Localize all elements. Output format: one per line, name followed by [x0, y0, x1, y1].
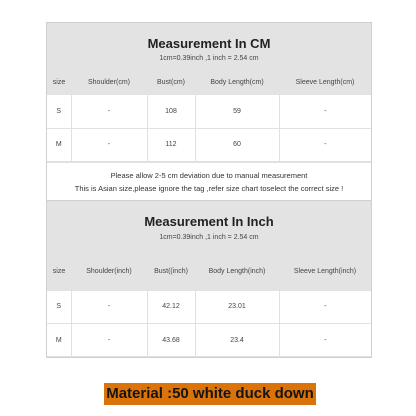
cm-section: [46, 22, 372, 358]
size-cell: S: [47, 95, 71, 128]
table-row: [47, 291, 371, 324]
cm-subtitle: 1cm=0.39inch ,1 inch = 2.54 cm: [159, 55, 259, 62]
table-row: [47, 95, 371, 128]
shoulder-cell: -: [71, 95, 147, 128]
column-header: Sleeve Length(cm): [279, 69, 371, 95]
notice-line-1: Please allow 2-5 cm deviation due to manual measurement: [110, 170, 308, 180]
sleeve-length-cell: -: [279, 95, 371, 128]
bust-cell: 43.68: [147, 324, 195, 357]
column-header: Body Length(cm): [195, 69, 279, 95]
bust-cell: 112: [147, 128, 195, 161]
table-row: [47, 324, 371, 357]
column-header: Bust(cm): [147, 69, 195, 95]
shoulder-cell: -: [71, 291, 147, 324]
inch-title: Measurement In Inch: [144, 213, 274, 229]
size-chart: [46, 22, 372, 358]
material-banner: Material :50 white duck down: [104, 383, 316, 405]
shoulder-cell: -: [71, 128, 147, 161]
inch-header: [47, 201, 371, 253]
shoulder-cell: -: [71, 324, 147, 357]
bust-cell: 42.12: [147, 291, 195, 324]
sleeve-length-cell: -: [279, 291, 371, 324]
size-cell: S: [47, 291, 71, 324]
column-header: size: [47, 69, 71, 95]
table-row: [47, 128, 371, 161]
inch-subtitle: 1cm=0.39inch ,1 inch = 2.54 cm: [159, 233, 259, 241]
column-header: Shoulder(inch): [71, 253, 147, 291]
cm-header: [47, 23, 371, 69]
cm-title: Measurement In CM: [147, 36, 271, 51]
body-length-cell: 23.4: [195, 324, 279, 357]
body-length-cell: 60: [195, 128, 279, 161]
column-header: Sleeve Length(inch): [279, 253, 371, 291]
sleeve-length-cell: -: [279, 128, 371, 161]
body-length-cell: 59: [195, 95, 279, 128]
body-length-cell: 23.01: [195, 291, 279, 324]
sleeve-length-cell: -: [279, 324, 371, 357]
column-header: Bust((inch): [147, 253, 195, 291]
inch-table: [47, 253, 371, 358]
notice-line-2: This is Asian size,please ignore the tag ,refer size chart toselect the correct size !: [74, 183, 344, 193]
bust-cell: 108: [147, 95, 195, 128]
cm-table: [47, 69, 371, 162]
inch-header-row: [47, 253, 371, 291]
size-cell: M: [47, 324, 71, 357]
cm-header-row: [47, 69, 371, 95]
deviation-notice: [47, 162, 371, 201]
column-header: size: [47, 253, 71, 291]
column-header: Shoulder(cm): [71, 69, 147, 95]
size-cell: M: [47, 128, 71, 161]
column-header: Body Length(inch): [195, 253, 279, 291]
